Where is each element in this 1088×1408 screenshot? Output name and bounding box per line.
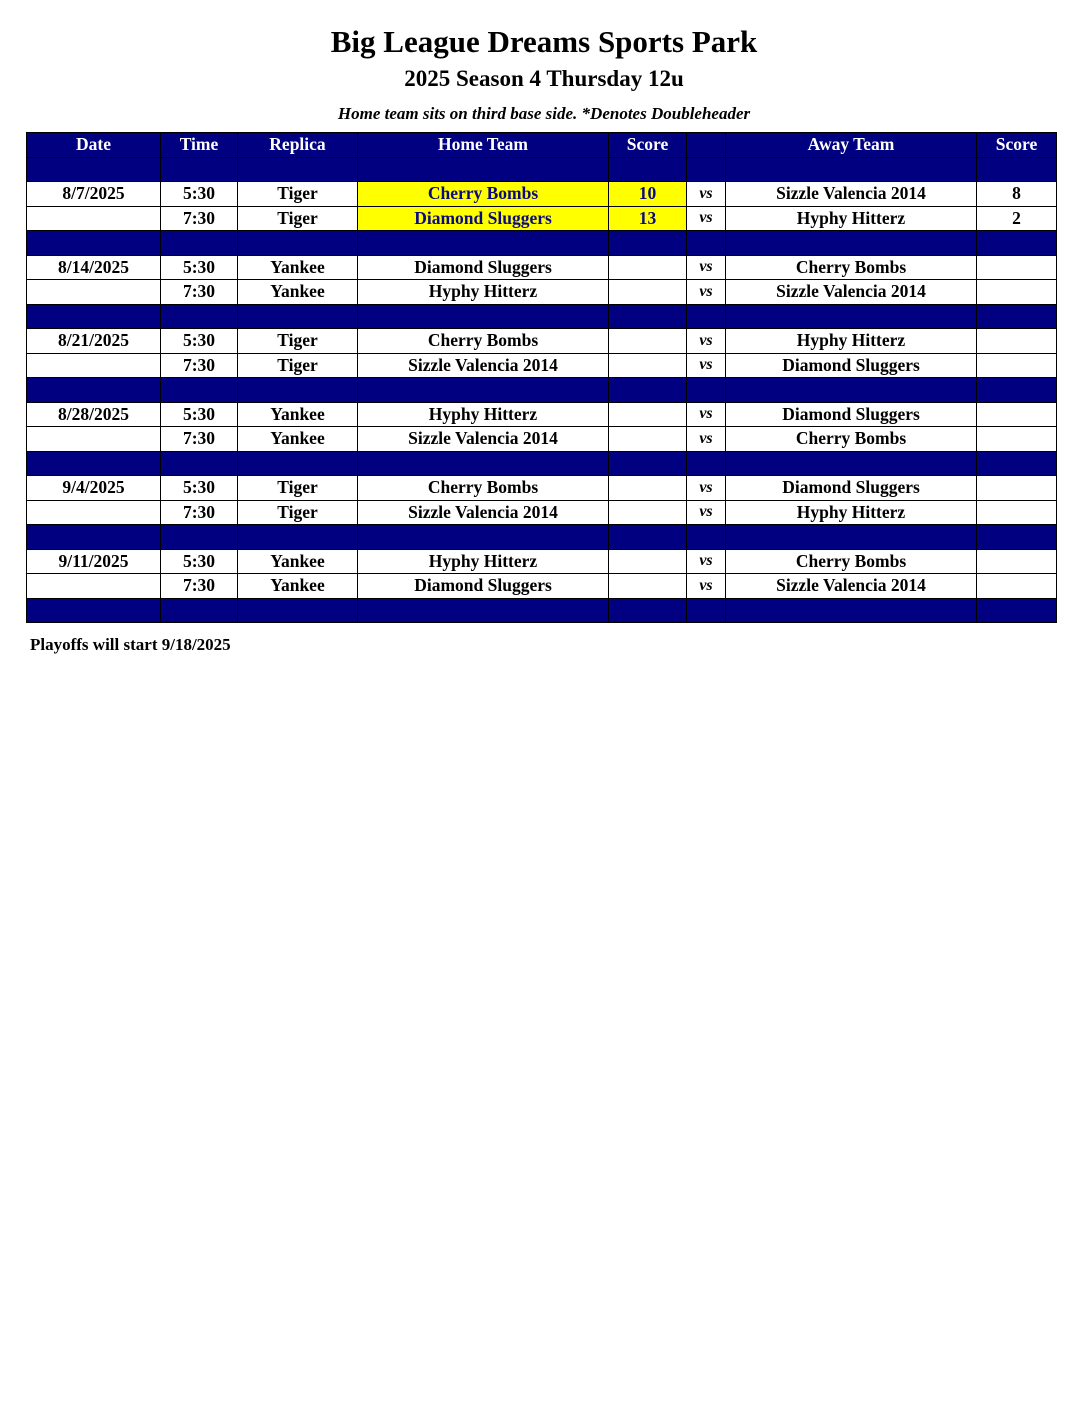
date-cell: 8/7/2025 bbox=[27, 182, 161, 207]
replica-cell: Tiger bbox=[238, 182, 358, 207]
separator-cell bbox=[977, 157, 1057, 182]
separator-cell bbox=[726, 231, 977, 256]
separator-cell bbox=[27, 231, 161, 256]
separator-cell bbox=[358, 231, 609, 256]
replica-cell: Tiger bbox=[238, 476, 358, 501]
time-cell: 7:30 bbox=[161, 427, 238, 452]
vs-cell: vs bbox=[687, 427, 726, 452]
time-cell: 5:30 bbox=[161, 329, 238, 354]
time-cell: 7:30 bbox=[161, 500, 238, 525]
replica-cell: Yankee bbox=[238, 402, 358, 427]
date-cell: 8/21/2025 bbox=[27, 329, 161, 354]
vs-cell: vs bbox=[687, 402, 726, 427]
vs-cell: vs bbox=[687, 353, 726, 378]
home-team-cell: Diamond Sluggers bbox=[358, 255, 609, 280]
table-row bbox=[27, 182, 1057, 207]
away-score-cell bbox=[977, 574, 1057, 599]
col-header-away-score: Score bbox=[977, 133, 1057, 158]
home-team-cell: Hyphy Hitterz bbox=[358, 549, 609, 574]
home-team-cell: Cherry Bombs bbox=[358, 329, 609, 354]
date-cell bbox=[27, 500, 161, 525]
separator-cell bbox=[609, 525, 687, 550]
separator-cell bbox=[358, 598, 609, 623]
separator-cell bbox=[358, 304, 609, 329]
separator-row bbox=[27, 451, 1057, 476]
date-cell bbox=[27, 427, 161, 452]
home-score-cell: 13 bbox=[609, 206, 687, 231]
away-score-cell bbox=[977, 402, 1057, 427]
separator-cell bbox=[609, 378, 687, 403]
away-team-cell: Hyphy Hitterz bbox=[726, 206, 977, 231]
replica-cell: Tiger bbox=[238, 353, 358, 378]
away-score-cell: 2 bbox=[977, 206, 1057, 231]
col-header-time: Time bbox=[161, 133, 238, 158]
time-cell: 7:30 bbox=[161, 353, 238, 378]
away-team-cell: Diamond Sluggers bbox=[726, 402, 977, 427]
replica-cell: Yankee bbox=[238, 280, 358, 305]
away-score-cell bbox=[977, 255, 1057, 280]
table-row bbox=[27, 574, 1057, 599]
time-cell: 5:30 bbox=[161, 476, 238, 501]
separator-cell bbox=[161, 525, 238, 550]
vs-cell: vs bbox=[687, 255, 726, 280]
table-header-row bbox=[27, 133, 1057, 158]
separator-cell bbox=[687, 378, 726, 403]
away-team-cell: Diamond Sluggers bbox=[726, 353, 977, 378]
separator-cell bbox=[161, 304, 238, 329]
separator-cell bbox=[726, 157, 977, 182]
separator-row bbox=[27, 525, 1057, 550]
vs-cell: vs bbox=[687, 206, 726, 231]
table-row bbox=[27, 255, 1057, 280]
home-score-cell bbox=[609, 476, 687, 501]
away-team-cell: Hyphy Hitterz bbox=[726, 500, 977, 525]
col-header-away-team: Away Team bbox=[726, 133, 977, 158]
separator-cell bbox=[358, 525, 609, 550]
away-team-cell: Sizzle Valencia 2014 bbox=[726, 182, 977, 207]
time-cell: 5:30 bbox=[161, 549, 238, 574]
separator-cell bbox=[687, 451, 726, 476]
replica-cell: Yankee bbox=[238, 255, 358, 280]
away-score-cell bbox=[977, 280, 1057, 305]
replica-cell: Tiger bbox=[238, 500, 358, 525]
separator-cell bbox=[687, 304, 726, 329]
separator-cell bbox=[238, 378, 358, 403]
separator-cell bbox=[977, 231, 1057, 256]
schedule-note: Home team sits on third base side. *Denotes Doubleheader bbox=[337, 104, 751, 123]
away-team-cell: Sizzle Valencia 2014 bbox=[726, 574, 977, 599]
separator-cell bbox=[609, 598, 687, 623]
separator-cell bbox=[977, 451, 1057, 476]
time-cell: 5:30 bbox=[161, 182, 238, 207]
table-row bbox=[27, 280, 1057, 305]
table-row bbox=[27, 353, 1057, 378]
vs-cell: vs bbox=[687, 500, 726, 525]
date-cell bbox=[27, 280, 161, 305]
away-score-cell bbox=[977, 500, 1057, 525]
home-score-cell bbox=[609, 353, 687, 378]
vs-cell: vs bbox=[687, 329, 726, 354]
time-cell: 5:30 bbox=[161, 402, 238, 427]
schedule-body bbox=[27, 157, 1057, 623]
separator-cell bbox=[687, 598, 726, 623]
separator-cell bbox=[726, 525, 977, 550]
away-score-cell bbox=[977, 476, 1057, 501]
separator-cell bbox=[726, 451, 977, 476]
col-header-home-score: Score bbox=[609, 133, 687, 158]
replica-cell: Yankee bbox=[238, 427, 358, 452]
col-header-home-team: Home Team bbox=[358, 133, 609, 158]
separator-cell bbox=[687, 157, 726, 182]
separator-cell bbox=[609, 451, 687, 476]
separator-cell bbox=[609, 231, 687, 256]
separator-cell bbox=[238, 231, 358, 256]
table-row bbox=[27, 206, 1057, 231]
home-score-cell bbox=[609, 549, 687, 574]
separator-cell bbox=[27, 378, 161, 403]
table-row bbox=[27, 500, 1057, 525]
date-cell: 9/11/2025 bbox=[27, 549, 161, 574]
away-team-cell: Hyphy Hitterz bbox=[726, 329, 977, 354]
separator-row bbox=[27, 378, 1057, 403]
separator-cell bbox=[238, 598, 358, 623]
separator-cell bbox=[27, 598, 161, 623]
separator-cell bbox=[27, 525, 161, 550]
date-cell bbox=[27, 574, 161, 599]
away-team-cell: Diamond Sluggers bbox=[726, 476, 977, 501]
separator-cell bbox=[27, 157, 161, 182]
home-team-cell: Cherry Bombs bbox=[358, 182, 609, 207]
away-team-cell: Sizzle Valencia 2014 bbox=[726, 280, 977, 305]
time-cell: 7:30 bbox=[161, 574, 238, 599]
date-cell: 9/4/2025 bbox=[27, 476, 161, 501]
away-score-cell bbox=[977, 353, 1057, 378]
separator-row bbox=[27, 304, 1057, 329]
home-score-cell bbox=[609, 574, 687, 599]
separator-row bbox=[27, 231, 1057, 256]
home-team-cell: Sizzle Valencia 2014 bbox=[358, 353, 609, 378]
table-row bbox=[27, 402, 1057, 427]
col-header-vs bbox=[687, 133, 726, 158]
time-cell: 5:30 bbox=[161, 255, 238, 280]
separator-cell bbox=[27, 451, 161, 476]
separator-cell bbox=[161, 598, 238, 623]
home-team-cell: Hyphy Hitterz bbox=[358, 402, 609, 427]
home-score-cell: 10 bbox=[609, 182, 687, 207]
separator-cell bbox=[238, 304, 358, 329]
separator-cell bbox=[609, 304, 687, 329]
table-row bbox=[27, 329, 1057, 354]
separator-cell bbox=[358, 451, 609, 476]
schedule-table bbox=[26, 132, 1057, 623]
table-row bbox=[27, 476, 1057, 501]
separator-cell bbox=[687, 525, 726, 550]
separator-cell bbox=[726, 304, 977, 329]
home-score-cell bbox=[609, 329, 687, 354]
separator-cell bbox=[161, 378, 238, 403]
vs-cell: vs bbox=[687, 574, 726, 599]
replica-cell: Yankee bbox=[238, 574, 358, 599]
replica-cell: Tiger bbox=[238, 206, 358, 231]
separator-cell bbox=[609, 157, 687, 182]
table-row bbox=[27, 427, 1057, 452]
separator-row bbox=[27, 598, 1057, 623]
page-title: Big League Dreams Sports Park bbox=[330, 24, 758, 59]
separator-cell bbox=[358, 378, 609, 403]
separator-cell bbox=[687, 231, 726, 256]
page-subtitle: 2025 Season 4 Thursday 12u bbox=[404, 66, 684, 91]
separator-cell bbox=[238, 451, 358, 476]
away-score-cell bbox=[977, 427, 1057, 452]
home-team-cell: Sizzle Valencia 2014 bbox=[358, 500, 609, 525]
separator-cell bbox=[238, 157, 358, 182]
date-cell bbox=[27, 206, 161, 231]
date-cell: 8/14/2025 bbox=[27, 255, 161, 280]
separator-cell bbox=[358, 157, 609, 182]
vs-cell: vs bbox=[687, 476, 726, 501]
home-team-cell: Cherry Bombs bbox=[358, 476, 609, 501]
home-score-cell bbox=[609, 427, 687, 452]
away-score-cell bbox=[977, 549, 1057, 574]
separator-cell bbox=[726, 378, 977, 403]
replica-cell: Yankee bbox=[238, 549, 358, 574]
away-team-cell: Cherry Bombs bbox=[726, 427, 977, 452]
separator-cell bbox=[27, 304, 161, 329]
home-team-cell: Sizzle Valencia 2014 bbox=[358, 427, 609, 452]
separator-cell bbox=[977, 525, 1057, 550]
away-team-cell: Cherry Bombs bbox=[726, 549, 977, 574]
date-cell: 8/28/2025 bbox=[27, 402, 161, 427]
vs-cell: vs bbox=[687, 182, 726, 207]
playoffs-note: Playoffs will start 9/18/2025 bbox=[30, 635, 231, 654]
separator-row bbox=[27, 157, 1057, 182]
home-score-cell bbox=[609, 402, 687, 427]
col-header-date: Date bbox=[27, 133, 161, 158]
home-team-cell: Diamond Sluggers bbox=[358, 574, 609, 599]
home-team-cell: Diamond Sluggers bbox=[358, 206, 609, 231]
separator-cell bbox=[977, 598, 1057, 623]
separator-cell bbox=[161, 231, 238, 256]
separator-cell bbox=[726, 598, 977, 623]
table-row bbox=[27, 549, 1057, 574]
away-score-cell: 8 bbox=[977, 182, 1057, 207]
home-score-cell bbox=[609, 255, 687, 280]
separator-cell bbox=[161, 157, 238, 182]
home-score-cell bbox=[609, 280, 687, 305]
separator-cell bbox=[161, 451, 238, 476]
separator-cell bbox=[238, 525, 358, 550]
separator-cell bbox=[977, 378, 1057, 403]
time-cell: 7:30 bbox=[161, 206, 238, 231]
replica-cell: Tiger bbox=[238, 329, 358, 354]
vs-cell: vs bbox=[687, 549, 726, 574]
vs-cell: vs bbox=[687, 280, 726, 305]
home-score-cell bbox=[609, 500, 687, 525]
separator-cell bbox=[977, 304, 1057, 329]
home-team-cell: Hyphy Hitterz bbox=[358, 280, 609, 305]
date-cell bbox=[27, 353, 161, 378]
away-score-cell bbox=[977, 329, 1057, 354]
time-cell: 7:30 bbox=[161, 280, 238, 305]
away-team-cell: Cherry Bombs bbox=[726, 255, 977, 280]
col-header-replica: Replica bbox=[238, 133, 358, 158]
